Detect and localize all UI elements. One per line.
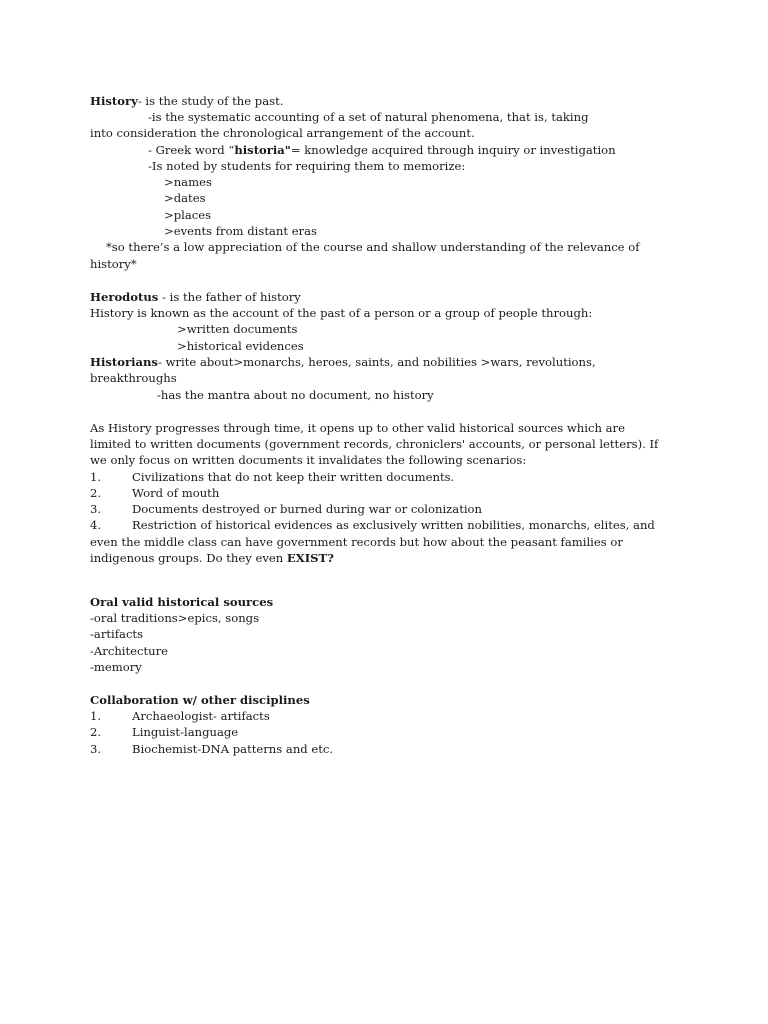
list-text: Civilizations that do not keep their written documents.: [132, 470, 455, 484]
oral-sources-heading: Oral valid historical sources: [90, 595, 274, 609]
progress-line1: As History progresses through time, it opens up to other valid historical sources which are: [90, 421, 625, 435]
noted-line: -Is noted by students for requiring them to memorize:: [148, 159, 466, 173]
list-text: Restriction of historical evidences as exclusively written nobilities, monarchs, elites, and: [132, 518, 655, 532]
scenario-list-item: [90, 501, 482, 517]
progress-line3: we only focus on written documents it invalidates the following scenarios:: [90, 453, 527, 467]
scenario-list-item: [90, 517, 655, 533]
herodotus-def: - is the father of history: [158, 290, 301, 304]
oral-source-item: -oral traditions>epics, songs: [90, 611, 260, 625]
history-definition-line: [90, 93, 283, 109]
oral-source-item: -memory: [90, 660, 142, 674]
history-def1: - is the study of the past.: [137, 94, 284, 108]
herodotus-line: [90, 289, 301, 305]
progress-cont-text: indigenous groups. Do they even: [90, 551, 287, 565]
progress-line2: limited to written documents (government records, chroniclers' accounts, or personal letters). If: [90, 437, 659, 451]
historians-line2: breakthroughs: [90, 371, 177, 385]
herodotus-term: Herodotus: [90, 290, 159, 304]
collaboration-item: [90, 708, 270, 724]
list-number: 2.: [90, 725, 102, 739]
oral-source-item: -Architecture: [90, 644, 169, 658]
oral-source-item: -artifacts: [90, 627, 144, 641]
history-def2-line1: -is the systematic accounting of a set of natural phenomena, that is, taking: [148, 110, 589, 124]
historians-term: Historians: [90, 355, 158, 369]
greek-pre: - Greek word “: [148, 143, 235, 157]
historians-def: - write about>monarchs, heroes, saints, and nobilities >wars, revolutions,: [157, 355, 596, 369]
history-known-line: History is known as the account of the past of a person or a group of people through:: [90, 306, 593, 320]
scenario-list-item: [90, 485, 219, 501]
source-item: >written documents: [177, 322, 298, 336]
collaboration-heading: Collaboration w/ other disciplines: [90, 693, 310, 707]
greek-post: = knowledge acquired through inquiry or investigation: [290, 143, 616, 157]
source-item: >historical evidences: [177, 339, 304, 353]
progress-cont-line2: [90, 550, 334, 566]
list-text: Archaeologist- artifacts: [132, 709, 270, 723]
list-text: Linguist-language: [132, 725, 239, 739]
list-number: 3.: [90, 742, 102, 756]
collaboration-item: [90, 741, 333, 757]
list-number: 4.: [90, 518, 102, 532]
scenario-list-item: [90, 469, 454, 485]
historians-line: [90, 354, 596, 370]
memorize-item: >dates: [164, 191, 206, 205]
greek-word: historia": [234, 143, 291, 157]
list-number: 1.: [90, 709, 102, 723]
history-note-line2: history*: [90, 257, 137, 271]
list-text: Word of mouth: [132, 486, 220, 500]
exist-emphasis: EXIST?: [286, 551, 334, 565]
history-def2-line2: into consideration the chronological arrangement of the account.: [90, 126, 475, 140]
greek-word-line: [148, 142, 616, 158]
mantra-line: -has the mantra about no document, no history: [157, 388, 434, 402]
list-text: Biochemist-DNA patterns and etc.: [132, 742, 334, 756]
history-note-line1: *so there’s a low appreciation of the course and shallow understanding of the relevance of: [106, 240, 640, 254]
memorize-item: >names: [164, 175, 212, 189]
list-text: Documents destroyed or burned during war or colonization: [132, 502, 483, 516]
history-term: History: [90, 94, 138, 108]
list-number: 3.: [90, 502, 102, 516]
list-number: 2.: [90, 486, 102, 500]
memorize-item: >places: [164, 208, 212, 222]
collaboration-item: [90, 724, 238, 740]
memorize-item: >events from distant eras: [164, 224, 317, 238]
list-number: 1.: [90, 470, 102, 484]
progress-cont-line1: even the middle class can have government records but how about the peasant families or: [90, 535, 623, 549]
